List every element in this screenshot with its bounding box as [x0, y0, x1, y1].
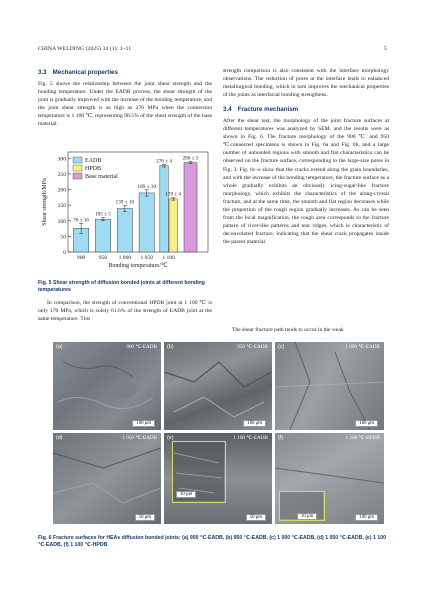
fracture-texture — [275, 342, 384, 430]
scale-bar: 50 μm — [135, 514, 155, 521]
data-label: 276 ± 4 — [156, 158, 172, 165]
x-tick-label: 1 050 — [140, 255, 154, 261]
paragraph-text: In comparison, the strength of conventional HPDB joint at 1 100 ℃ is only 170 MPa, which is solely 61.6% of the strength of EADB joint at the same temperature. This — [38, 300, 212, 323]
y-tick-label: 0 — [63, 250, 66, 256]
panel-title: 950 ℃-EADB — [237, 344, 268, 350]
left-paragraph-1 — [38, 80, 212, 129]
fracture-texture — [53, 342, 161, 430]
fig5-chart — [38, 148, 214, 272]
running-head: CHINA WELDING (2025) 34 (1): 1–11 — [38, 46, 132, 52]
data-label: 76 ± 16 — [73, 217, 90, 224]
panel-label: (d) — [56, 435, 63, 441]
y-tick-label: 200 — [57, 187, 66, 194]
x-axis-title: Bonding temperature/℃ — [108, 263, 168, 269]
page-number: 5 — [384, 46, 387, 52]
bar — [95, 219, 110, 252]
scale-bar: 100 μm — [132, 420, 155, 427]
data-label: 170 ± 4 — [165, 191, 182, 198]
paragraph-text: strength comparison is also consistent with the interface morphology observations. The reduction of pores at the interface leads to enhanced metallurgical bonding, which in turn improves the mechanical properties of the joints as interfacial bonding strengthens. — [223, 68, 389, 99]
fig6-panel-d — [53, 433, 161, 524]
panel-title: 1 100 ℃-HPDB — [345, 435, 380, 441]
bar — [160, 166, 168, 252]
scale-bar: 100 μm — [355, 514, 378, 521]
bar — [117, 209, 132, 252]
fracture-texture — [53, 433, 161, 524]
scale-bar: 50 μm — [246, 514, 266, 521]
y-tick-label: 300 — [57, 156, 66, 163]
section-number: 3.4 — [223, 106, 232, 113]
panel-title: 1 050 ℃-EADB — [122, 435, 157, 441]
right-paragraph-3 — [223, 326, 389, 334]
x-tick-label: 1 100 — [162, 255, 175, 261]
legend-swatch — [73, 173, 82, 179]
section-number: 3.3 — [38, 69, 47, 76]
panel-title: 900 ℃-EADB — [126, 344, 157, 350]
fig6-panel-f — [275, 433, 384, 524]
fracture-texture — [164, 342, 272, 430]
data-label: 189 ± 10 — [137, 183, 156, 190]
bar — [169, 199, 177, 252]
fig6-panel-b — [164, 342, 272, 430]
legend-swatch — [73, 157, 82, 163]
paragraph-text: The shear fracture path tends to occur in the weak — [232, 327, 344, 333]
scale-bar: 100 μm — [355, 420, 378, 427]
scale-bar: 100 μm — [243, 420, 266, 427]
section-heading-3-3 — [38, 69, 118, 76]
fig6-grid — [53, 342, 384, 524]
fig6-panel-c — [275, 342, 384, 430]
x-tick-label: 950 — [98, 255, 108, 261]
data-label: 105 ± 5 — [95, 211, 111, 218]
fig6-panel-a — [53, 342, 161, 430]
panel-label: (c) — [278, 344, 285, 350]
y-tick-label: 250 — [57, 171, 66, 178]
right-paragraph-2 — [223, 117, 389, 247]
x-tick-label: 900 — [76, 255, 86, 261]
right-paragraph-1 — [223, 67, 389, 99]
fig6-panel-e — [164, 433, 272, 524]
inset-scale-bar: 10 μm — [297, 513, 317, 520]
section-heading-3-4 — [223, 106, 298, 113]
inset-scale-bar: 10 μm — [176, 491, 196, 498]
panel-title: 1 100 ℃-EADB — [233, 435, 268, 441]
y-tick-label: 50 — [60, 234, 66, 241]
section-title: Mechanical properties — [52, 69, 118, 76]
y-axis-title: Shear strength/MPa — [42, 178, 48, 226]
paragraph-text: Fig. 5 shows the relationship between the joint shear strength and the bonding temperature. Under the EADB process, the shear strength of the joint is gradually improved with the increase of the bonding temperature, and the joint shear strength is as high as 276 MPa when the connection temperature is 1 100 ℃, representing 96.5% of the shear strength of the base material. — [38, 81, 212, 128]
bar — [184, 163, 197, 252]
legend-swatch — [73, 165, 82, 171]
left-paragraph-2 — [38, 299, 212, 323]
fig5-caption: Fig. 5 Shear strength of diffusion bonded joints at different bonding temperatures — [38, 280, 205, 294]
y-tick-label: 150 — [57, 203, 66, 210]
legend-label: EADB — [85, 158, 102, 164]
data-label: 139 ± 10 — [115, 199, 135, 206]
fig6-caption: Fig. 6 Fracture surfaces for HEAs diffusion bonded joints: (a) 900 ℃-EADB, (b) 950 ℃-EADB, (c) 1 000 ℃-EADB, (d) 1 050 ℃-EADB, (e) 1 100 ℃-EADB, (f) 1 100 ℃-HPDB — [38, 535, 386, 549]
bar — [139, 193, 154, 252]
y-tick-label: 100 — [57, 218, 66, 225]
panel-title: 1 000 ℃-EADB — [345, 344, 380, 350]
panel-label: (e) — [167, 435, 174, 441]
panel-label: (a) — [56, 344, 63, 350]
x-tick-label: 1 000 — [118, 255, 132, 261]
legend-label: Base material — [85, 174, 118, 180]
panel-label: (b) — [167, 344, 174, 350]
section-title: Fracture mechanism — [237, 106, 299, 113]
legend-label: HPDB — [85, 166, 102, 172]
paragraph-text: After the shear test, the morphology of the joint fracture surfaces at different temperatures was analyzed by SEM, and the results were as shown in Fig. 6. The fracture morphology of the 900 ℃ and 950 ℃connected specimens is shown in Fig. 6a and Fig. 6b, and a large number of unbonded regions with smooth and flat characteristics can be observed on the fracture surface, corresponding to the large-size pores in Fig. 3. Fig. 6c–e show that the cracks extend along the grain boundaries, and with the increase of the bonding temperature, the fracture surface as a whole gradually exhibits an obviously icing-sugar-like fracture morphology, which exhibits the characteristics of the along-crystal fracture, and at the same time, the smooth and flat region decreases while the proportion of the rough region gradually increases. As can be seen from the local magnification, the rough area corresponds to the fracture pattern of river-like patterns and tear ridges, which is characteristic of deconvoluted fracture, indicating that the shear crack propagates inside the parent material. — [223, 118, 389, 246]
data-label: 286 ± 3 — [182, 155, 199, 162]
panel-label: (f) — [278, 435, 284, 441]
